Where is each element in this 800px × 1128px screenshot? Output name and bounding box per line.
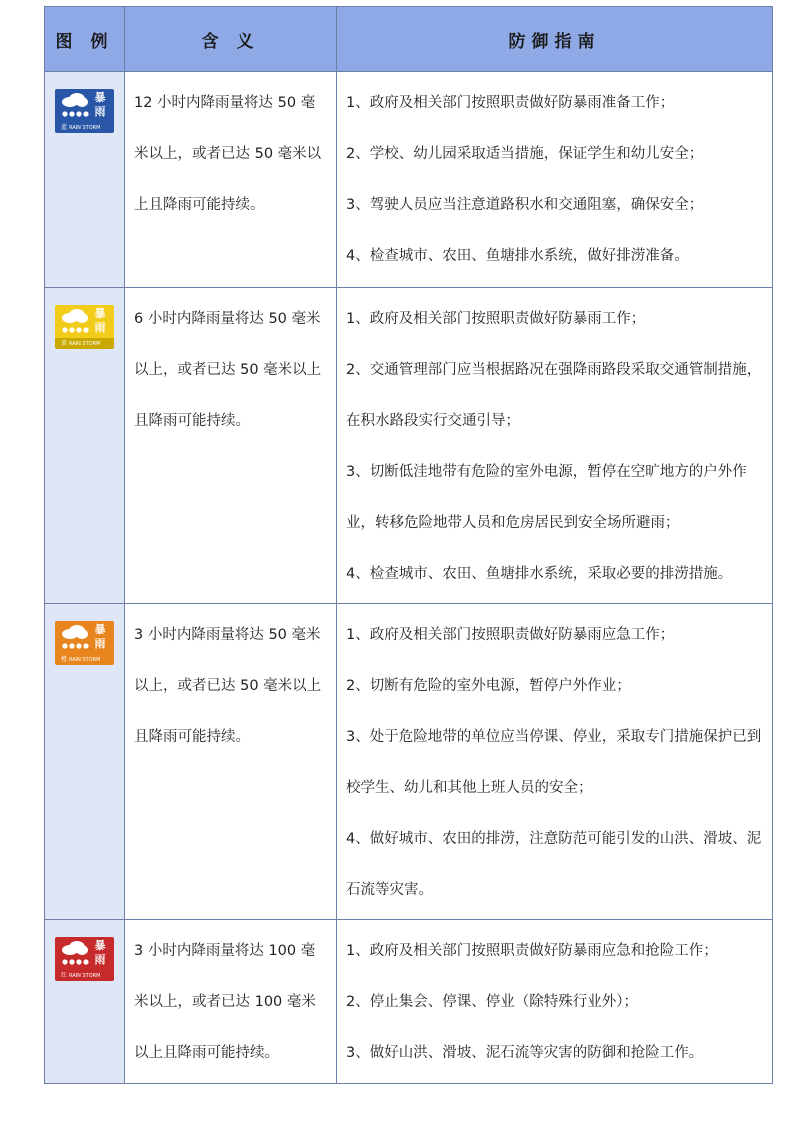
meaning-cell [125,288,337,604]
sign-english-label: RAIN STORM [69,973,101,979]
table-row [45,288,773,604]
table-header-row [45,7,773,72]
rainstorm-warning-sign-icon [55,305,114,349]
guide-item: 3、切断低洼地带有危险的室外电源，暂停在空旷地方的户外作业，转移危险地带人员和危房居民到安全场所避雨； [346,464,747,531]
rainstorm-warning-table [44,6,773,1084]
cloud-icon [61,941,89,955]
meaning-text: 6 小时内降雨量将达 50 毫米以上，或者已达 50 毫米以上且降雨可能持续。 [134,311,322,429]
sign-bottom-bar [55,654,114,665]
cloud-icon [61,625,89,639]
guide-item: 2、学校、幼儿园采取适当措施，保证学生和幼儿安全； [346,146,704,162]
guide-item: 1、政府及相关部门按照职责做好防暴雨工作； [346,311,646,327]
rainstorm-warning-sign-icon [55,937,114,981]
table-row [45,72,773,288]
sign-level-name: 橙 [60,656,67,663]
legend-cell [45,72,125,288]
header-legend: 图 例 [45,7,125,72]
sign-bottom-bar [55,338,114,349]
guide-item: 3、驾驶人员应当注意道路积水和交通阻塞，确保安全； [346,197,704,213]
guide-item: 2、停止集会、停课、停业（除特殊行业外）； [346,994,638,1010]
meaning-text: 3 小时内降雨量将达 100 毫米以上，或者已达 100 毫米以上且降雨可能持续。 [134,943,316,1061]
meaning-text: 3 小时内降雨量将达 50 毫米以上，或者已达 50 毫米以上且降雨可能持续。 [134,627,322,745]
cloud-icon [61,309,89,323]
guide-cell [337,604,773,920]
sign-level-name: 红 [60,972,67,979]
guide-item: 1、政府及相关部门按照职责做好防暴雨应急工作； [346,627,675,643]
guide-list [337,288,772,600]
guide-list [337,920,772,1079]
sign-english-label: RAIN STORM [69,125,101,131]
legend-cell [45,604,125,920]
guide-item: 2、切断有危险的室外电源，暂停户外作业； [346,678,631,694]
guide-cell [337,920,773,1084]
raindrops-icon [61,957,89,967]
guide-item: 4、检查城市、农田、鱼塘排水系统，做好排涝准备。 [346,248,689,264]
guide-item: 2、交通管理部门应当根据路况在强降雨路段采取交通管制措施，在积水路段实行交通引导； [346,362,762,429]
raindrops-icon [61,109,89,119]
raindrops-icon [61,641,89,651]
guide-cell [337,72,773,288]
guide-item: 3、处于危险地带的单位应当停课、停业，采取专门措施保护已到校学生、幼儿和其他上班人员的安全； [346,729,762,796]
legend-cell [45,920,125,1084]
rainstorm-warning-sign-icon [55,621,114,665]
meaning-cell [125,920,337,1084]
header-meaning: 含 义 [125,7,337,72]
raindrops-icon [61,325,89,335]
sign-chinese-label: 暴雨 [94,623,106,650]
rainstorm-warning-sign-icon [55,89,114,133]
sign-english-label: RAIN STORM [69,657,101,663]
sign-bottom-bar [55,122,114,133]
guide-item: 1、政府及相关部门按照职责做好防暴雨准备工作； [346,95,675,111]
guide-item: 4、做好城市、农田的排涝，注意防范可能引发的山洪、滑坡、泥石流等灾害。 [346,831,762,898]
sign-chinese-label: 暴雨 [94,307,106,334]
cloud-icon [61,93,89,107]
guide-list [337,604,772,916]
guide-cell [337,288,773,604]
header-guide: 防御指南 [337,7,773,72]
guide-list [337,72,772,282]
sign-chinese-label: 暴雨 [94,91,106,118]
table-row [45,604,773,920]
meaning-cell [125,604,337,920]
meaning-cell [125,72,337,288]
table-row [45,920,773,1084]
meaning-text: 12 小时内降雨量将达 50 毫米以上，或者已达 50 毫米以上且降雨可能持续。 [134,95,322,213]
sign-bottom-bar [55,970,114,981]
sign-english-label: RAIN STORM [69,341,101,347]
sign-chinese-label: 暴雨 [94,939,106,966]
sign-level-name: 黄 [60,340,67,347]
guide-item: 1、政府及相关部门按照职责做好防暴雨应急和抢险工作； [346,943,718,959]
guide-item: 3、做好山洪、滑坡、泥石流等灾害的防御和抢险工作。 [346,1045,704,1061]
sign-level-name: 蓝 [60,124,67,131]
legend-cell [45,288,125,604]
guide-item: 4、检查城市、农田、鱼塘排水系统，采取必要的排涝措施。 [346,566,733,582]
